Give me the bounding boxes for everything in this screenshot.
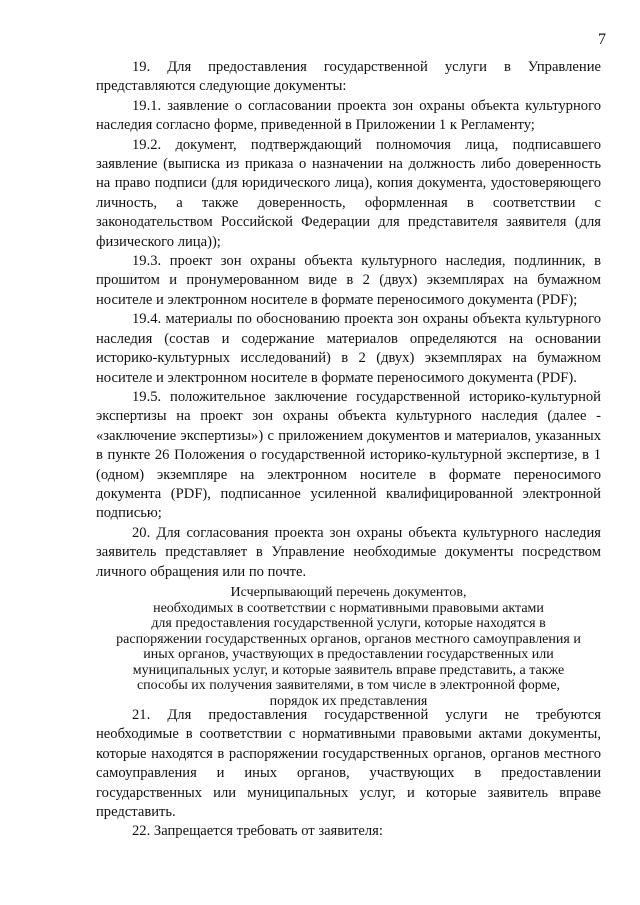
document-body [96,58,601,582]
heading-line: способы их получения заявителями, в том числе в электронной форме, [136,678,561,693]
heading-line: муниципальных услуг, и которые заявитель вправе представить, а также [132,662,565,678]
page-number: 7 [598,31,606,48]
heading-line: распоряжении государственных органов, органов местного самоуправления и [116,631,581,647]
paragraph-19: 19. Для предоставления государственной услуги в Управление представляются следующие документы: [96,59,601,95]
paragraph-19-1: 19.1. заявление о согласовании проекта зон охраны объекта культурного наследия согласно форме, приведенной в Приложении 1 к Регламенту; [96,97,601,134]
heading-line: для предоставления государственной услуги, которые находятся в [151,616,546,631]
heading-line: необходимых в соответствии с нормативными правовыми актами [153,600,544,616]
paragraph-19-3: 19.3. проект зон охраны объекта культурного наследия, подлинник, в прошитом и пронумерованном виде в 2 (двух) экземплярах на бумажном носителе и электронном носителе в формате переносимого документа (PDF); [96,253,601,308]
paragraph-19-5: 19.5. положительное заключение государственной историко-культурной экспертизы на проект зон охраны объекта культурного наследия (далее - «заключение экспертизы») с приложением документов и материалов, указанных в пункте 26 Положения о государственной историко-культурной экспертизе, в 1 (одном) экземпляре на электронном носителе в формате переносимого документа (PDF), подписанное усиленной квалифицированной электронной подписью; [96,388,601,522]
section-heading [96,585,601,709]
paragraph-19-4: 19.4. материалы по обоснованию проекта зон охраны объекта культурного наследия (состав и содержание материалов определяются на основании историко-культурных исследований) в 2 (двух) экземплярах на бумажном носителе и электронном носителе в формате переносимого документа (PDF). [96,311,601,386]
paragraph-21: 21. Для предоставления государственной услуги не требуются необходимые в соответствии с нормативными правовыми актами документы, которые находятся в распоряжении государственных органов, органов местного самоуправления и иных органов, участвующих в предоставлении государственных или муниципальных услуг, и которые заявитель вправе представить. [96,707,601,821]
heading-line: Исчерпывающий перечень документов, [230,585,467,600]
document-body-continued [96,706,601,842]
paragraph-22: 22. Запрещается требовать от заявителя: [132,823,383,840]
paragraph-20: 20. Для согласования проекта зон охраны объекта культурного наследия заявитель представляет в Управление необходимые документы посредством личного обращения или по почте. [96,524,601,580]
paragraph-19-2: 19.2. документ, подтверждающий полномочия лица, подписавшего заявление (выписка из приказа о назначении на должность либо доверенность на право подписи (для юридического лица), копия документа, удостоверяющего личность, а также доверенность, оформленная в соответствии с законодательством Российской Федерации для представителя заявителя (для физического лица)); [96,136,601,250]
heading-line: порядок их представления [269,693,428,709]
heading-line: иных органов, участвующих в предоставлении государственных или [143,647,554,662]
